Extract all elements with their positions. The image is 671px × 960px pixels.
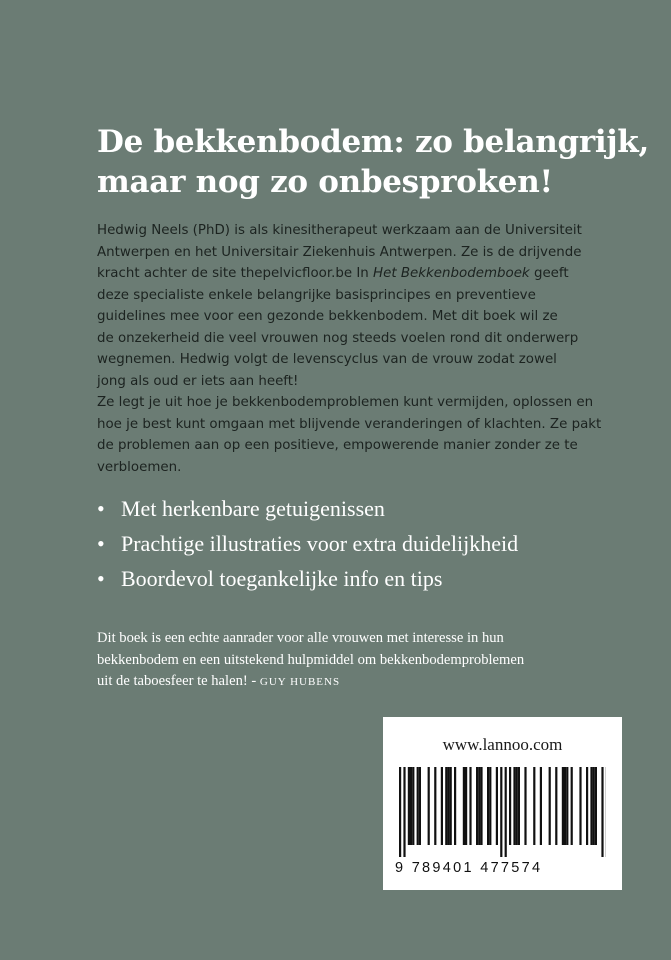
book-title-italic: Het Bekkenbodemboek bbox=[373, 266, 530, 281]
barcode-bar bbox=[434, 767, 436, 845]
barcode-bar bbox=[469, 767, 471, 845]
barcode-bar bbox=[465, 767, 467, 845]
quote-line: Dit boek is een echte aanrader voor alle vrouwen met interesse in hun bbox=[97, 630, 504, 646]
barcode-bar bbox=[441, 767, 443, 845]
barcode-bar bbox=[445, 767, 447, 845]
text-line: wegnemen. Hedwig volgt de levenscyclus van de vrouw zodat zowel bbox=[97, 352, 557, 367]
text-line: hoe je best kunt omgaan met blijvende veranderingen of klachten. Ze pakt bbox=[97, 416, 602, 432]
barcode-bar bbox=[478, 767, 480, 845]
barcode-bar bbox=[555, 767, 557, 845]
barcode-bar bbox=[496, 767, 498, 845]
text-line: guidelines mee voor een gezonde bekkenbodem. Met dit boek wil ze bbox=[97, 309, 558, 324]
barcode-panel bbox=[383, 717, 622, 890]
feature-item bbox=[97, 561, 518, 596]
barcode-bar bbox=[524, 767, 526, 845]
headline-line: De bekkenbodem: zo belangrijk, bbox=[97, 124, 649, 160]
feature-label: Boordevol toegankelijke info en tips bbox=[121, 566, 443, 591]
barcode-bar bbox=[454, 767, 456, 845]
text-line: de onzekerheid die veel vrouwen nog steeds voelen rond dit onderwerp bbox=[97, 330, 579, 346]
barcode-bar bbox=[593, 767, 595, 845]
barcode-bar bbox=[489, 767, 491, 845]
barcode-bar bbox=[408, 767, 410, 845]
barcode-bar bbox=[562, 767, 564, 845]
barcode-bar bbox=[412, 767, 414, 845]
barcode-bar bbox=[586, 767, 588, 845]
endorsement-quote bbox=[97, 628, 617, 694]
quote-line: bekkenbodem en een uitstekend hulpmiddel om bekkenbodemproblemen bbox=[97, 651, 525, 668]
barcode-bar bbox=[500, 767, 502, 857]
headline-line: maar nog zo onbesproken! bbox=[97, 164, 553, 200]
quote-author: GUY HUBENS bbox=[259, 676, 341, 688]
barcode-bar bbox=[419, 767, 421, 845]
barcode-bar bbox=[533, 767, 535, 845]
text-line: Ze legt je uit hoe je bekkenbodemproblemen kunt vermijden, oplossen en bbox=[97, 395, 594, 410]
barcode-bar bbox=[571, 767, 573, 845]
author-description bbox=[97, 220, 597, 392]
book-description bbox=[97, 392, 602, 478]
barcode-bar bbox=[564, 767, 566, 845]
isbn-number: 9 789401 477574 bbox=[395, 860, 543, 876]
barcode-bar bbox=[480, 767, 482, 845]
barcode-bar bbox=[505, 767, 507, 857]
feature-item bbox=[97, 526, 518, 561]
barcode-bar bbox=[487, 767, 489, 845]
text-line: verbloemen. bbox=[97, 459, 182, 475]
barcode-bar bbox=[399, 767, 401, 857]
text-line: deze specialiste enkele belangrijke basisprincipes en preventieve bbox=[97, 287, 536, 303]
text-line: Antwerpen en het Universitair Ziekenhuis Antwerpen. Ze is de drijvende bbox=[97, 244, 582, 260]
quote-line bbox=[97, 671, 617, 694]
barcode-bar bbox=[579, 767, 581, 845]
bullet-icon: • bbox=[97, 531, 105, 556]
barcode-bar bbox=[447, 767, 449, 845]
feature-list bbox=[97, 491, 518, 596]
barcode-bar bbox=[463, 767, 465, 845]
text-fragment: geeft bbox=[529, 266, 569, 281]
quote-fragment: uit de taboesfeer te halen! - bbox=[97, 673, 260, 689]
barcode-bar bbox=[566, 767, 568, 845]
barcode-bar bbox=[509, 767, 511, 845]
text-line bbox=[97, 263, 597, 285]
isbn-barcode bbox=[399, 767, 606, 862]
barcode-bar bbox=[590, 767, 592, 845]
barcode-bar bbox=[549, 767, 551, 845]
barcode-bar bbox=[518, 767, 520, 845]
publisher-url: www.lannoo.com bbox=[442, 735, 563, 754]
text-line: Hedwig Neels (PhD) is als kinesitherapeut werkzaam aan de Universiteit bbox=[97, 223, 582, 238]
text-line: de problemen aan op een positieve, empowerende manier zonder ze te bbox=[97, 438, 578, 453]
bullet-icon: • bbox=[97, 496, 105, 521]
barcode-bar bbox=[516, 767, 518, 845]
text-line: jong als oud er iets aan heeft! bbox=[97, 373, 299, 389]
feature-item bbox=[97, 491, 518, 526]
headline bbox=[97, 122, 649, 202]
barcode-bar bbox=[417, 767, 419, 845]
barcode-bar bbox=[513, 767, 515, 845]
barcode-bar bbox=[428, 767, 430, 845]
barcode-bar bbox=[601, 767, 603, 857]
barcode-bar bbox=[410, 767, 412, 845]
text-fragment: kracht achter de site thepelvicfloor.be In bbox=[97, 266, 374, 281]
barcode-bar bbox=[476, 767, 478, 845]
barcode-bar bbox=[595, 767, 597, 845]
feature-label: Met herkenbare getuigenissen bbox=[121, 496, 385, 521]
barcode-bar bbox=[540, 767, 542, 845]
barcode-bar bbox=[403, 767, 405, 857]
feature-label: Prachtige illustraties voor extra duidelijkheid bbox=[121, 531, 519, 556]
bullet-icon: • bbox=[97, 566, 105, 591]
barcode-bar bbox=[450, 767, 452, 845]
